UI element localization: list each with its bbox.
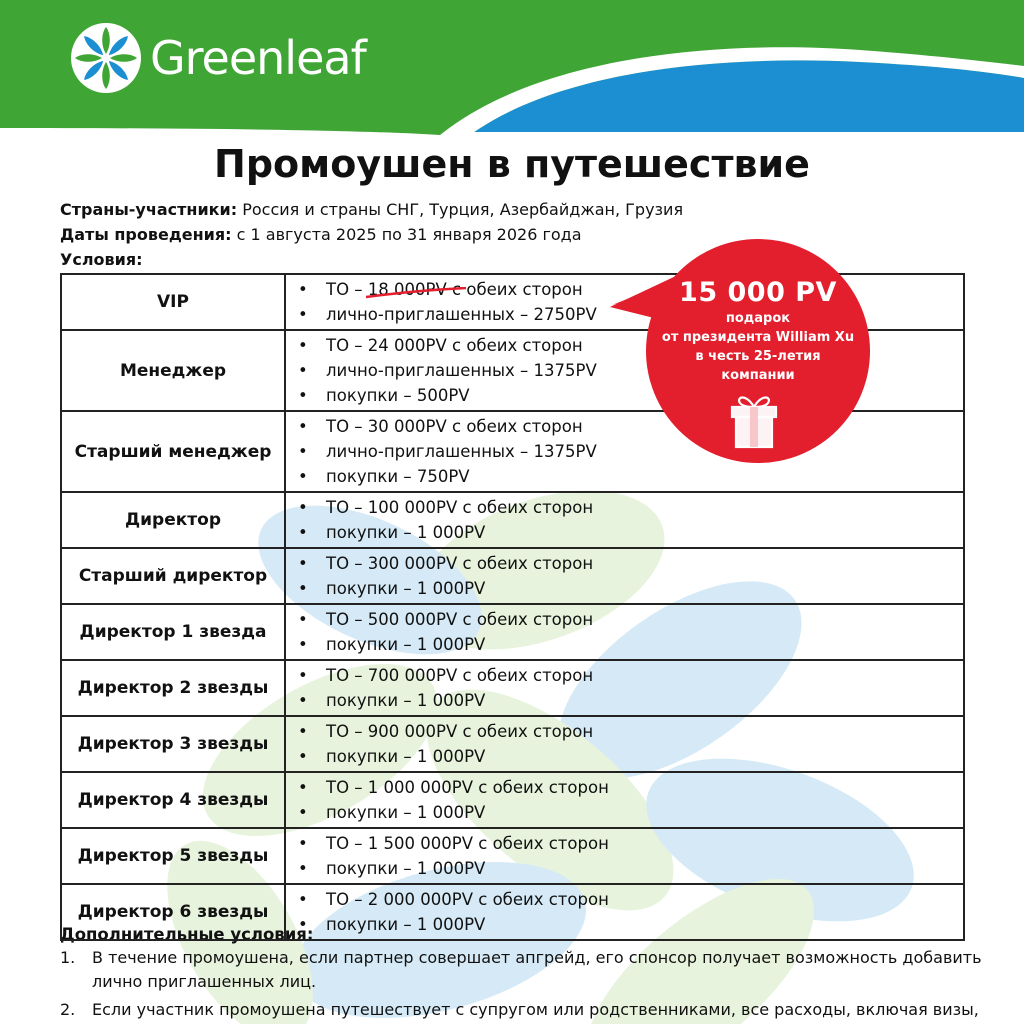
promo-badge xyxy=(600,235,880,475)
requirement-item: • покупки – 1 000PV xyxy=(292,632,963,657)
additional-conditions-heading: Дополнительные условия: xyxy=(60,925,314,944)
requirement-item: • ТО – 1 500 000PV с обеих сторон xyxy=(292,831,963,856)
rank-cell: VIP xyxy=(61,274,285,330)
requirement-item: • покупки – 1 000PV xyxy=(292,800,963,825)
badge-line: в честь 25-летия xyxy=(695,349,821,364)
table-row xyxy=(61,828,964,884)
table-row xyxy=(61,716,964,772)
requirement-item: • покупки – 1 000PV xyxy=(292,688,963,713)
requirements-cell xyxy=(285,492,964,548)
requirements-cell xyxy=(285,772,964,828)
badge-line: компании xyxy=(721,368,795,383)
requirements-cell xyxy=(285,828,964,884)
rank-cell: Менеджер xyxy=(61,330,285,411)
requirement-item: • покупки – 1 000PV xyxy=(292,576,963,601)
rank-cell: Директор 3 звезды xyxy=(61,716,285,772)
requirements-cell xyxy=(285,716,964,772)
requirements-cell xyxy=(285,660,964,716)
requirement-item: • ТО – 500 000PV с обеих сторон xyxy=(292,607,963,632)
table-row xyxy=(61,660,964,716)
rank-cell: Директор 6 звезды xyxy=(61,884,285,940)
page-title: Промоушен в путешествие xyxy=(214,142,810,186)
badge-text xyxy=(648,277,868,385)
countries-label: Страны-участники: xyxy=(60,200,238,219)
conditions-label: Условия: xyxy=(60,250,143,269)
greenleaf-logo-icon xyxy=(70,22,142,94)
requirements-cell xyxy=(285,884,964,940)
rank-cell: Директор 1 звезда xyxy=(61,604,285,660)
rank-cell: Старший менеджер xyxy=(61,411,285,492)
requirements-cell xyxy=(285,604,964,660)
requirement-item: • лично-приглашенных – 2750PV xyxy=(292,302,963,327)
list-text: Если участник промоушена путешествует с супругом или родственниками, все расходы, включая визы, xyxy=(92,1000,979,1019)
requirement-item: • ТО – 300 000PV с обеих сторон xyxy=(292,551,963,576)
rank-cell: Директор 5 звезды xyxy=(61,828,285,884)
countries-line xyxy=(60,199,683,221)
requirement-item: • лично-приглашенных – 1375PV xyxy=(292,439,963,464)
requirement-item: • покупки – 1 000PV xyxy=(292,744,963,769)
struck-value xyxy=(368,280,447,299)
rank-cell: Директор 4 звезды xyxy=(61,772,285,828)
requirement-item: • покупки – 500PV xyxy=(292,383,963,408)
requirement-item: • ТО – 30 000PV с обеих сторон xyxy=(292,414,963,439)
rank-cell: Директор xyxy=(61,492,285,548)
requirement-item: • ТО – 24 000PV с обеих сторон xyxy=(292,333,963,358)
requirement-item: • ТО – 700 000PV с обеих сторон xyxy=(292,663,963,688)
list-number: 2. xyxy=(60,1000,76,1019)
gift-icon xyxy=(728,391,780,449)
badge-line: подарок xyxy=(725,311,791,326)
requirement-item: • покупки – 1 000PV xyxy=(292,912,963,937)
list-text: В течение промоушена, если партнер совершает апгрейд, его спонсор получает возможность добавить лично приглашенных лиц. xyxy=(92,948,982,991)
list-number: 1. xyxy=(60,948,76,967)
requirements-cell xyxy=(285,548,964,604)
table-row xyxy=(61,604,964,660)
countries-value: Россия и страны СНГ, Турция, Азербайджан, Грузия xyxy=(237,200,684,219)
requirement-item: • ТО – 1 000 000PV с обеих сторон xyxy=(292,775,963,800)
rank-cell: Директор 2 звезды xyxy=(61,660,285,716)
requirement-item: • покупки – 1 000PV xyxy=(292,856,963,881)
table-row xyxy=(61,884,964,940)
additional-conditions-list xyxy=(60,946,1000,1026)
table-row xyxy=(61,772,964,828)
requirement-item: • ТО – 900 000PV с обеих сторон xyxy=(292,719,963,744)
requirement-item: • покупки – 750PV xyxy=(292,464,963,489)
requirement-item: • ТО – 2 000 000PV с обеих сторон xyxy=(292,887,963,912)
strikethrough-mark xyxy=(366,287,466,299)
dates-label: Даты проведения: xyxy=(60,225,232,244)
table-row xyxy=(61,492,964,548)
requirement-item: • покупки – 1 000PV xyxy=(292,520,963,545)
rank-cell: Старший директор xyxy=(61,548,285,604)
brand-name: Greenleaf xyxy=(150,31,366,85)
dates-line xyxy=(60,224,582,246)
badge-pv-amount: 15 000 PV xyxy=(679,277,837,308)
list-item xyxy=(60,946,1000,994)
struck-text: 18 000PV xyxy=(367,280,447,299)
badge-line: от президента William Xu xyxy=(661,330,855,345)
requirement-item: • ТО – 100 000PV с обеих сторон xyxy=(292,495,963,520)
requirement-item: • лично-приглашенных – 1375PV xyxy=(292,358,963,383)
dates-value: с 1 августа 2025 по 31 января 2026 года xyxy=(231,225,582,244)
list-item xyxy=(60,998,1000,1022)
table-row xyxy=(61,548,964,604)
requirement-item: • ТО – 18 000PV с обеих сторон xyxy=(292,277,963,302)
